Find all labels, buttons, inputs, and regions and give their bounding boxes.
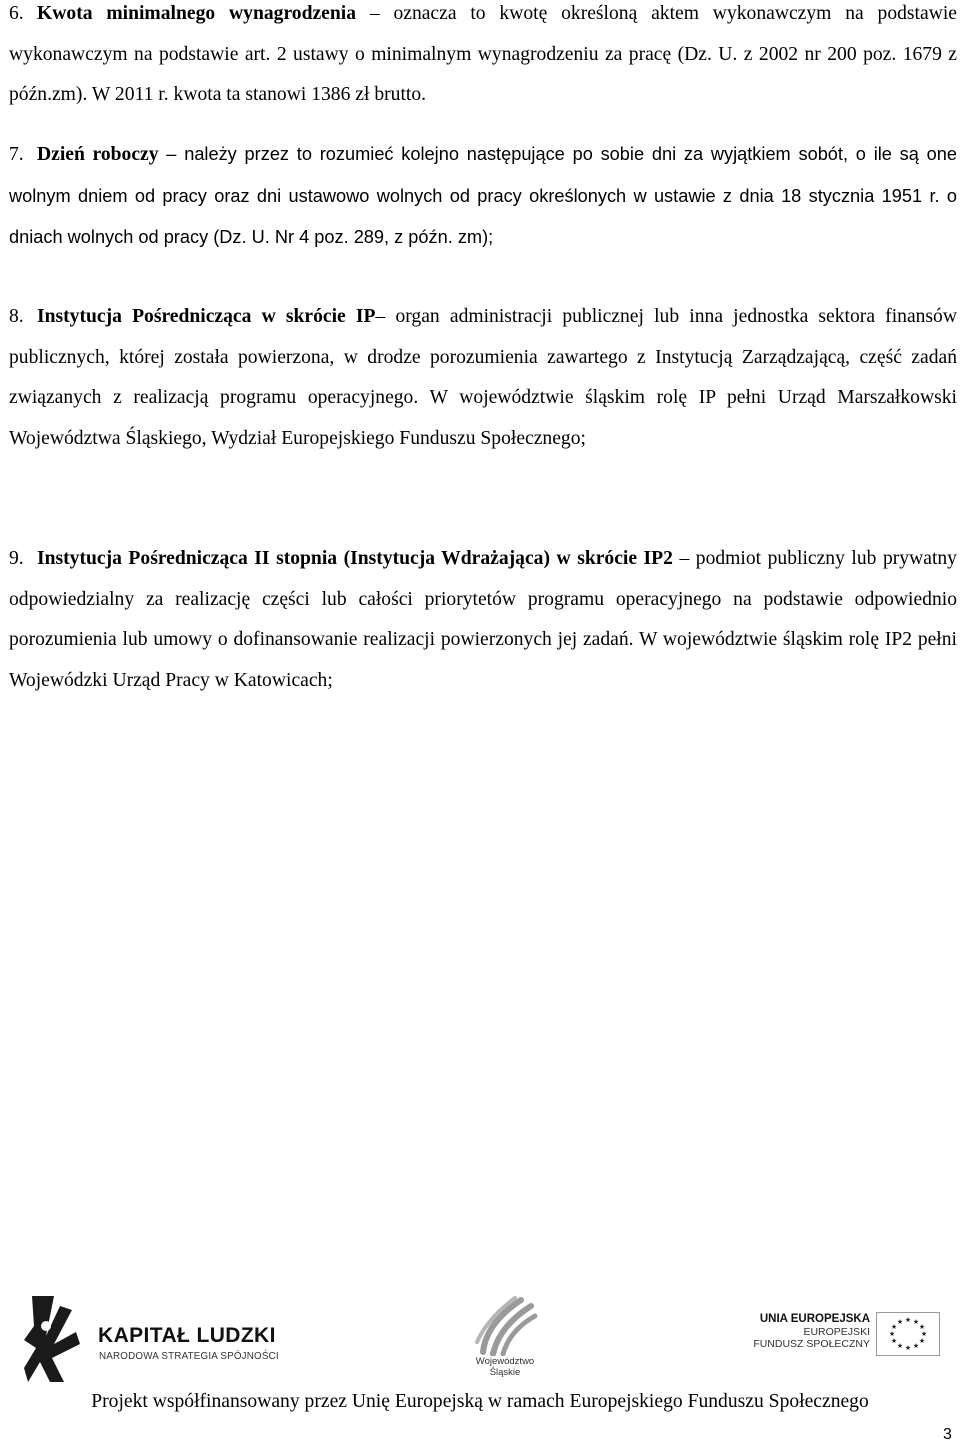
svg-text:★: ★: [904, 1344, 912, 1352]
svg-text:★: ★: [896, 1318, 904, 1326]
eu-efs-logo: [745, 1312, 950, 1362]
item-number: 9.: [9, 548, 24, 569]
footer-logos: [0, 1290, 960, 1390]
item-number: 6.: [9, 3, 24, 24]
slaskie-emblem-icon: [455, 1294, 555, 1356]
eu-line-1: UNIA EUROPEJSKA: [759, 1313, 870, 1325]
kapital-ludzki-title: KAPITAŁ LUDZKI: [98, 1324, 276, 1347]
item-term: Instytucja Pośrednicząca w skrócie IP: [37, 306, 376, 327]
eu-line-3: FUNDUSZ SPOŁECZNY: [753, 1338, 870, 1350]
definition-item-9: [9, 539, 957, 701]
item-text: – oznacza to kwotę określoną aktem wykonawczym na podstawie wykonawczym na podstawie art. 2 ustawy o minimalnym wynagrodzeniu za pracę (Dz. U. z 2002 nr 200 poz. 1679 z późn.zm). W 2011 r. kwota ta stanowi 1386 zł brutto.: [9, 3, 957, 105]
eu-flag-icon: [876, 1312, 940, 1356]
slaskie-caption-line2: Śląskie: [489, 1367, 521, 1378]
item-term: Kwota minimalnego wynagrodzenia: [37, 3, 357, 24]
svg-text:★: ★: [890, 1337, 898, 1345]
kapital-ludzki-subtitle: NARODOWA STRATEGIA SPÓJNOŚCI: [99, 1351, 279, 1362]
svg-text:★: ★: [912, 1318, 920, 1326]
item-term: Dzień roboczy: [37, 144, 159, 165]
cofinancing-note: Projekt współfinansowany przez Unię Europejską w ramach Europejskiego Funduszu Społecznego: [91, 1391, 869, 1412]
item-term: Instytucja Pośrednicząca II stopnia (Instytucja Wdrażająca) w skrócie IP2: [37, 548, 673, 569]
kapital-ludzki-logo: [24, 1296, 284, 1376]
eu-text-block: [753, 1312, 870, 1350]
svg-text:★: ★: [904, 1316, 912, 1324]
wojewodztwo-slaskie-logo: [455, 1294, 555, 1389]
svg-text:★: ★: [920, 1330, 928, 1338]
item-number: 8.: [9, 306, 24, 327]
item-number: 7.: [9, 144, 24, 165]
svg-text:★: ★: [896, 1342, 904, 1350]
item-text: – podmiot publiczny lub prywatny odpowiedzialny za realizację części lub całości priorytetów programu operacyjnego na podstawie odpowiednio porozumienia lub umowy o dofinansowanie realizacji powierzonych jej zadań. W województwie śląskim rolę IP2 pełni Wojewódzki Urząd Pracy w Katowicach;: [9, 548, 957, 691]
svg-text:★: ★: [912, 1342, 920, 1350]
slaskie-caption: [467, 1356, 543, 1378]
page-number: 3: [943, 1426, 952, 1443]
kapital-ludzki-emblem-icon: [24, 1296, 94, 1382]
svg-text:★: ★: [890, 1323, 898, 1331]
definition-item-8: [9, 297, 957, 459]
definition-item-7: [9, 134, 957, 259]
item-text: – należy przez to rozumieć kolejno następujące po sobie dni za wyjątkiem sobót, o ile są one wolnym dniem od pracy oraz dni ustawowo wolnych od pracy określonych w ustawie z dnia 18 stycznia 1951 r. o dniach wolnych od pracy (Dz. U. Nr 4 poz. 289, z późn. zm);: [9, 144, 957, 247]
svg-text:★: ★: [888, 1330, 896, 1338]
slaskie-caption-line1: Województwo: [475, 1356, 535, 1367]
eu-line-2: EUROPEJSKI: [803, 1326, 870, 1338]
definition-item-6: [9, 0, 957, 116]
svg-text:★: ★: [918, 1337, 926, 1345]
svg-text:★: ★: [918, 1323, 926, 1331]
item-text: – organ administracji publicznej lub inna jednostka sektora finansów publicznych, której została powierzona, w drodze porozumienia zawartego z Instytucją Zarządzającą, część zadań związanych z realizacją programu operacyjnego. W województwie śląskim rolę IP pełni Urząd Marszałkowski Województwa Śląskiego, Wydział Europejskiego Funduszu Społecznego;: [9, 306, 958, 449]
